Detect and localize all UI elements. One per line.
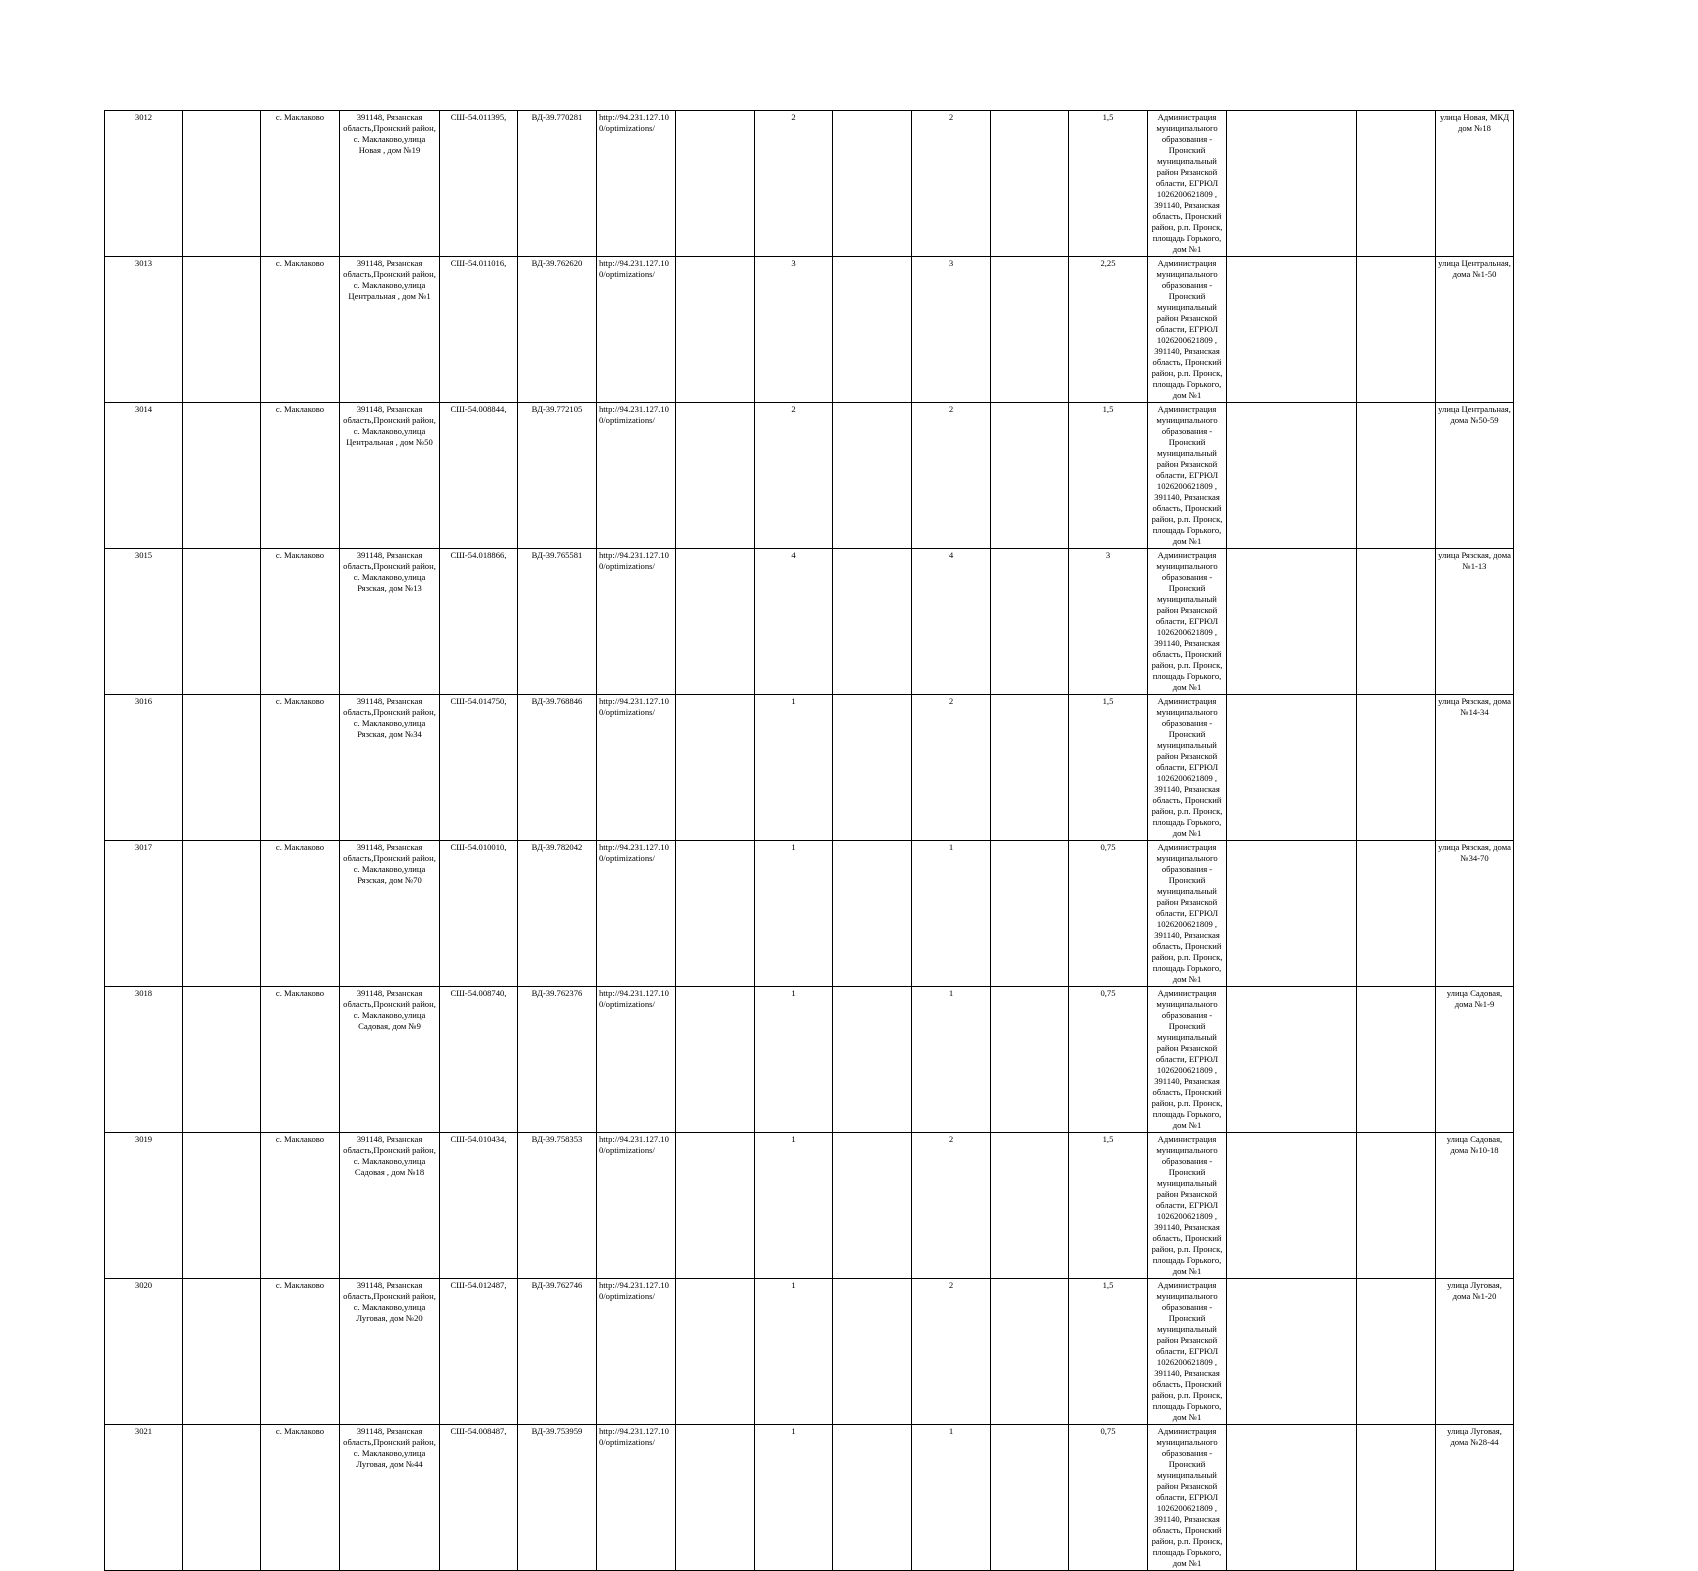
link-cell[interactable]: http://94.231.127.100/optimizations/ xyxy=(597,111,676,257)
empty-cell xyxy=(183,549,261,695)
link-cell[interactable]: http://94.231.127.100/optimizations/ xyxy=(597,1425,676,1571)
table-row xyxy=(105,1133,1622,1279)
count-cell: 2 xyxy=(755,111,833,257)
empty-cell xyxy=(833,403,912,549)
empty-cell xyxy=(1227,987,1357,1133)
empty-cell xyxy=(833,841,912,987)
longitude-cell: ВД-39.762620 xyxy=(518,257,597,403)
latitude-cell: СШ-54.014750, xyxy=(440,695,518,841)
table-row xyxy=(105,1279,1622,1425)
count-cell: 2 xyxy=(912,695,991,841)
volume-cell: 1,5 xyxy=(1069,403,1148,549)
row-number-cell: 3019 xyxy=(105,1133,183,1279)
locality-cell: с. Маклаково xyxy=(261,841,340,987)
count-cell: 1 xyxy=(912,1425,991,1571)
empty-cell xyxy=(676,1425,755,1571)
count-cell: 1 xyxy=(755,1133,833,1279)
empty-cell xyxy=(833,549,912,695)
empty-cell xyxy=(1357,1279,1436,1425)
longitude-cell: ВД-39.762376 xyxy=(518,987,597,1133)
waste-source-cell: улица Луговая, дома №28-44 xyxy=(1436,1425,1514,1571)
volume-cell: 1,5 xyxy=(1069,695,1148,841)
empty-cell xyxy=(833,111,912,257)
empty-cell xyxy=(1357,111,1436,257)
longitude-cell: ВД-39.753959 xyxy=(518,1425,597,1571)
empty-cell xyxy=(1357,841,1436,987)
locality-cell: с. Маклаково xyxy=(261,1279,340,1425)
empty-cell xyxy=(991,549,1069,695)
empty-cell xyxy=(183,987,261,1133)
empty-cell xyxy=(833,1425,912,1571)
waste-source-cell: улица Рязская, дома №34-70 xyxy=(1436,841,1514,987)
row-number-cell: 3015 xyxy=(105,549,183,695)
owner-organization-cell: Администрация муниципального образования - Пронский муниципальный район Рязанской области, ЕГРЮЛ 1026200621809 , 391140, Рязанская область, Пронский район, р.п. Пронск, площадь Горького, дом №1 xyxy=(1148,1279,1227,1425)
owner-organization-cell: Администрация муниципального образования - Пронский муниципальный район Рязанской области, ЕГРЮЛ 1026200621809 , 391140, Рязанская область, Пронский район, р.п. Пронск, площадь Горького, дом №1 xyxy=(1148,987,1227,1133)
empty-cell xyxy=(183,695,261,841)
empty-cell xyxy=(991,111,1069,257)
link-cell[interactable]: http://94.231.127.100/optimizations/ xyxy=(597,549,676,695)
waste-source-cell: улица Рязская, дома №1-13 xyxy=(1436,549,1514,695)
volume-cell: 1,5 xyxy=(1069,111,1148,257)
address-cell: 391148, Рязанская область,Пронский район, с. Маклаково,улица Садовая, дом №9 xyxy=(340,987,440,1133)
empty-cell xyxy=(991,987,1069,1133)
waste-source-cell: улица Садовая, дома №10-18 xyxy=(1436,1133,1514,1279)
empty-cell xyxy=(676,987,755,1133)
table-body xyxy=(105,111,1622,1571)
empty-cell xyxy=(1357,1425,1436,1571)
row-number-cell: 3017 xyxy=(105,841,183,987)
longitude-cell: ВД-39.782042 xyxy=(518,841,597,987)
empty-cell xyxy=(991,1425,1069,1571)
latitude-cell: СШ-54.018866, xyxy=(440,549,518,695)
count-cell: 2 xyxy=(912,403,991,549)
empty-cell xyxy=(183,111,261,257)
waste-source-cell: улица Рязская, дома №14-34 xyxy=(1436,695,1514,841)
locality-cell: с. Маклаково xyxy=(261,111,340,257)
empty-cell xyxy=(991,841,1069,987)
empty-cell xyxy=(991,257,1069,403)
empty-cell xyxy=(1357,1133,1436,1279)
empty-cell xyxy=(676,1279,755,1425)
locality-cell: с. Маклаково xyxy=(261,1425,340,1571)
link-cell[interactable]: http://94.231.127.100/optimizations/ xyxy=(597,1279,676,1425)
latitude-cell: СШ-54.010434, xyxy=(440,1133,518,1279)
empty-cell xyxy=(1227,403,1357,549)
count-cell: 2 xyxy=(912,1279,991,1425)
link-cell[interactable]: http://94.231.127.100/optimizations/ xyxy=(597,257,676,403)
count-cell: 2 xyxy=(755,403,833,549)
owner-organization-cell: Администрация муниципального образования - Пронский муниципальный район Рязанской области, ЕГРЮЛ 1026200621809 , 391140, Рязанская область, Пронский район, р.п. Пронск, площадь Горького, дом №1 xyxy=(1148,403,1227,549)
empty-cell xyxy=(833,987,912,1133)
owner-organization-cell: Администрация муниципального образования - Пронский муниципальный район Рязанской области, ЕГРЮЛ 1026200621809 , 391140, Рязанская область, Пронский район, р.п. Пронск, площадь Горького, дом №1 xyxy=(1148,257,1227,403)
latitude-cell: СШ-54.008740, xyxy=(440,987,518,1133)
locality-cell: с. Маклаково xyxy=(261,403,340,549)
empty-cell xyxy=(1227,257,1357,403)
address-cell: 391148, Рязанская область,Пронский район, с. Маклаково,улица Центральная , дом №1 xyxy=(340,257,440,403)
table-row xyxy=(105,403,1622,549)
longitude-cell: ВД-39.758353 xyxy=(518,1133,597,1279)
registry-table xyxy=(104,110,1622,1571)
owner-organization-cell: Администрация муниципального образования - Пронский муниципальный район Рязанской области, ЕГРЮЛ 1026200621809 , 391140, Рязанская область, Пронский район, р.п. Пронск, площадь Горького, дом №1 xyxy=(1148,549,1227,695)
empty-cell xyxy=(833,1279,912,1425)
owner-organization-cell: Администрация муниципального образования - Пронский муниципальный район Рязанской области, ЕГРЮЛ 1026200621809 , 391140, Рязанская область, Пронский район, р.п. Пронск, площадь Горького, дом №1 xyxy=(1148,111,1227,257)
locality-cell: с. Маклаково xyxy=(261,549,340,695)
empty-cell xyxy=(1227,111,1357,257)
row-number-cell: 3018 xyxy=(105,987,183,1133)
link-cell[interactable]: http://94.231.127.100/optimizations/ xyxy=(597,1133,676,1279)
empty-cell xyxy=(1357,403,1436,549)
count-cell: 1 xyxy=(755,1425,833,1571)
latitude-cell: СШ-54.012487, xyxy=(440,1279,518,1425)
latitude-cell: СШ-54.011016, xyxy=(440,257,518,403)
address-cell: 391148, Рязанская область,Пронский район, с. Маклаково,улица Садовая , дом №18 xyxy=(340,1133,440,1279)
empty-cell xyxy=(183,1425,261,1571)
empty-cell xyxy=(183,1133,261,1279)
locality-cell: с. Маклаково xyxy=(261,257,340,403)
empty-cell xyxy=(1227,841,1357,987)
count-cell: 3 xyxy=(912,257,991,403)
address-cell: 391148, Рязанская область,Пронский район, с. Маклаково,улица Луговая, дом №20 xyxy=(340,1279,440,1425)
volume-cell: 3 xyxy=(1069,549,1148,695)
empty-cell xyxy=(1357,695,1436,841)
count-cell: 4 xyxy=(912,549,991,695)
empty-cell xyxy=(676,695,755,841)
empty-cell xyxy=(991,695,1069,841)
row-number-cell: 3021 xyxy=(105,1425,183,1571)
empty-cell xyxy=(1227,549,1357,695)
empty-cell xyxy=(676,549,755,695)
empty-cell xyxy=(1227,1425,1357,1571)
longitude-cell: ВД-39.768846 xyxy=(518,695,597,841)
latitude-cell: СШ-54.010010, xyxy=(440,841,518,987)
longitude-cell: ВД-39.770281 xyxy=(518,111,597,257)
empty-cell xyxy=(1357,987,1436,1133)
row-number-cell: 3014 xyxy=(105,403,183,549)
empty-cell xyxy=(183,841,261,987)
longitude-cell: ВД-39.765581 xyxy=(518,549,597,695)
volume-cell: 0,75 xyxy=(1069,987,1148,1133)
address-cell: 391148, Рязанская область,Пронский район, с. Маклаково,улица Луговая, дом №44 xyxy=(340,1425,440,1571)
latitude-cell: СШ-54.011395, xyxy=(440,111,518,257)
owner-organization-cell: Администрация муниципального образования - Пронский муниципальный район Рязанской области, ЕГРЮЛ 1026200621809 , 391140, Рязанская область, Пронский район, р.п. Пронск, площадь Горького, дом №1 xyxy=(1148,695,1227,841)
table-row xyxy=(105,111,1622,257)
table-row xyxy=(105,841,1622,987)
link-cell[interactable]: http://94.231.127.100/optimizations/ xyxy=(597,841,676,987)
address-cell: 391148, Рязанская область,Пронский район, с. Маклаково,улица Рязская, дом №34 xyxy=(340,695,440,841)
count-cell: 1 xyxy=(755,1279,833,1425)
longitude-cell: ВД-39.772105 xyxy=(518,403,597,549)
count-cell: 4 xyxy=(755,549,833,695)
table-row xyxy=(105,1425,1622,1571)
table-row xyxy=(105,695,1622,841)
empty-cell xyxy=(676,1133,755,1279)
latitude-cell: СШ-54.008487, xyxy=(440,1425,518,1571)
empty-cell xyxy=(183,257,261,403)
owner-organization-cell: Администрация муниципального образования - Пронский муниципальный район Рязанской области, ЕГРЮЛ 1026200621809 , 391140, Рязанская область, Пронский район, р.п. Пронск, площадь Горького, дом №1 xyxy=(1148,1133,1227,1279)
table-row xyxy=(105,257,1622,403)
empty-cell xyxy=(991,403,1069,549)
locality-cell: с. Маклаково xyxy=(261,987,340,1133)
count-cell: 1 xyxy=(912,841,991,987)
row-number-cell: 3013 xyxy=(105,257,183,403)
empty-cell xyxy=(833,695,912,841)
volume-cell: 0,75 xyxy=(1069,1425,1148,1571)
empty-cell xyxy=(833,1133,912,1279)
owner-organization-cell: Администрация муниципального образования - Пронский муниципальный район Рязанской области, ЕГРЮЛ 1026200621809 , 391140, Рязанская область, Пронский район, р.п. Пронск, площадь Горького, дом №1 xyxy=(1148,1425,1227,1571)
volume-cell: 0,75 xyxy=(1069,841,1148,987)
row-number-cell: 3016 xyxy=(105,695,183,841)
empty-cell xyxy=(676,841,755,987)
count-cell: 1 xyxy=(912,987,991,1133)
count-cell: 2 xyxy=(912,1133,991,1279)
count-cell: 1 xyxy=(755,695,833,841)
empty-cell xyxy=(991,1279,1069,1425)
row-number-cell: 3012 xyxy=(105,111,183,257)
owner-organization-cell: Администрация муниципального образования - Пронский муниципальный район Рязанской области, ЕГРЮЛ 1026200621809 , 391140, Рязанская область, Пронский район, р.п. Пронск, площадь Горького, дом №1 xyxy=(1148,841,1227,987)
link-cell[interactable]: http://94.231.127.100/optimizations/ xyxy=(597,695,676,841)
waste-source-cell: улица Центральная, дома №50-59 xyxy=(1436,403,1514,549)
volume-cell: 1,5 xyxy=(1069,1133,1148,1279)
link-cell[interactable]: http://94.231.127.100/optimizations/ xyxy=(597,403,676,549)
waste-source-cell: улица Новая, МКД дом №18 xyxy=(1436,111,1514,257)
locality-cell: с. Маклаково xyxy=(261,1133,340,1279)
empty-cell xyxy=(183,1279,261,1425)
longitude-cell: ВД-39.762746 xyxy=(518,1279,597,1425)
empty-cell xyxy=(1227,1279,1357,1425)
address-cell: 391148, Рязанская область,Пронский район, с. Маклаково,улица Центральная , дом №50 xyxy=(340,403,440,549)
empty-cell xyxy=(1357,549,1436,695)
empty-cell xyxy=(1227,695,1357,841)
waste-source-cell: улица Садовая, дома №1-9 xyxy=(1436,987,1514,1133)
empty-cell xyxy=(833,257,912,403)
waste-source-cell: улица Луговая, дома №1-20 xyxy=(1436,1279,1514,1425)
count-cell: 1 xyxy=(755,987,833,1133)
latitude-cell: СШ-54.008844, xyxy=(440,403,518,549)
link-cell[interactable]: http://94.231.127.100/optimizations/ xyxy=(597,987,676,1133)
address-cell: 391148, Рязанская область,Пронский район, с. Маклаково,улица Новая , дом №19 xyxy=(340,111,440,257)
empty-cell xyxy=(1227,1133,1357,1279)
empty-cell xyxy=(676,403,755,549)
table-row xyxy=(105,987,1622,1133)
row-number-cell: 3020 xyxy=(105,1279,183,1425)
empty-cell xyxy=(676,257,755,403)
table-row xyxy=(105,549,1622,695)
volume-cell: 1,5 xyxy=(1069,1279,1148,1425)
waste-source-cell: улица Центральная, дома №1-50 xyxy=(1436,257,1514,403)
empty-cell xyxy=(991,1133,1069,1279)
address-cell: 391148, Рязанская область,Пронский район, с. Маклаково,улица Рязская, дом №70 xyxy=(340,841,440,987)
count-cell: 1 xyxy=(755,841,833,987)
empty-cell xyxy=(676,111,755,257)
address-cell: 391148, Рязанская область,Пронский район, с. Маклаково,улица Рязская, дом №13 xyxy=(340,549,440,695)
locality-cell: с. Маклаково xyxy=(261,695,340,841)
empty-cell xyxy=(183,403,261,549)
empty-cell xyxy=(1357,257,1436,403)
volume-cell: 2,25 xyxy=(1069,257,1148,403)
count-cell: 2 xyxy=(912,111,991,257)
count-cell: 3 xyxy=(755,257,833,403)
